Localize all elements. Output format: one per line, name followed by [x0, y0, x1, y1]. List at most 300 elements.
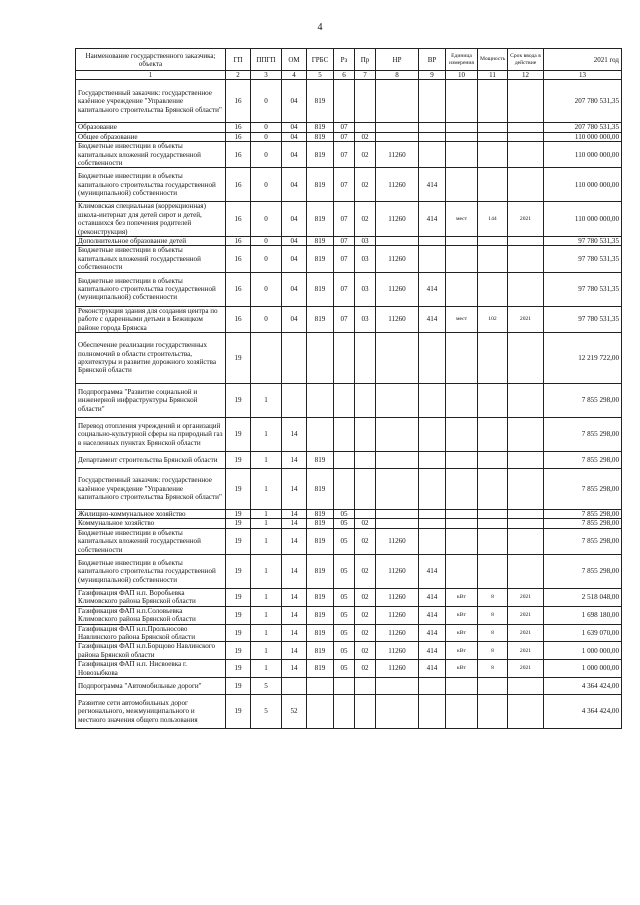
cell-term: [508, 80, 544, 123]
table-row: [76, 80, 622, 123]
cell-om: 14: [282, 554, 307, 588]
header-nr: НР: [376, 49, 419, 71]
cell-power: [478, 383, 508, 417]
cell-amount: 4 364 424,00: [544, 695, 622, 729]
cell-grbs: 819: [307, 132, 334, 141]
cell-om: [282, 332, 307, 383]
cell-amount: 7 855 298,00: [544, 554, 622, 588]
column-number: 4: [282, 71, 307, 80]
cell-term: [508, 272, 544, 306]
cell-name: Бюджетные инвестиции в объекты капитальных вложений государственной собственности: [76, 142, 226, 168]
cell-rz: [334, 695, 355, 729]
cell-unit: [446, 80, 478, 123]
cell-ppgp: 0: [251, 132, 282, 141]
cell-om: 14: [282, 468, 307, 509]
cell-rz: 05: [334, 642, 355, 660]
cell-ppgp: [251, 332, 282, 383]
cell-pr: 03: [355, 306, 376, 332]
cell-unit: кВт: [446, 624, 478, 642]
table-row: [76, 123, 622, 132]
table-row: [76, 660, 622, 678]
cell-amount: 1 000 000,00: [544, 642, 622, 660]
cell-power: [478, 695, 508, 729]
cell-term: 2021: [508, 202, 544, 237]
cell-rz: [334, 678, 355, 695]
cell-vr: [419, 417, 446, 451]
cell-om: 04: [282, 168, 307, 202]
cell-amount: 2 518 048,00: [544, 588, 622, 606]
cell-nr: [376, 695, 419, 729]
cell-gp: 16: [226, 80, 251, 123]
cell-power: [478, 246, 508, 272]
cell-term: [508, 237, 544, 246]
cell-grbs: 819: [307, 528, 334, 554]
header-unit: Единица измерения: [446, 49, 478, 71]
cell-nr: [376, 80, 419, 123]
cell-ppgp: 0: [251, 168, 282, 202]
cell-vr: [419, 123, 446, 132]
cell-vr: [419, 246, 446, 272]
cell-term: [508, 142, 544, 168]
header-ppgp: ППГП: [251, 49, 282, 71]
cell-nr: 11260: [376, 624, 419, 642]
cell-rz: 05: [334, 528, 355, 554]
cell-gp: 19: [226, 528, 251, 554]
cell-term: [508, 554, 544, 588]
cell-ppgp: 1: [251, 624, 282, 642]
cell-rz: 07: [334, 272, 355, 306]
cell-gp: 19: [226, 451, 251, 468]
table-row: [76, 417, 622, 451]
cell-gp: 16: [226, 123, 251, 132]
cell-name: Государственный заказчик: государственное казённое учреждение "Управление капитального строительства Брянской области": [76, 80, 226, 123]
cell-om: 14: [282, 451, 307, 468]
cell-om: 14: [282, 588, 307, 606]
cell-om: 14: [282, 509, 307, 518]
cell-pr: 03: [355, 246, 376, 272]
cell-rz: 05: [334, 519, 355, 528]
cell-gp: 16: [226, 132, 251, 141]
cell-pr: 02: [355, 588, 376, 606]
table-row: [76, 642, 622, 660]
cell-unit: [446, 272, 478, 306]
header-rz: Рз: [334, 49, 355, 71]
header-name: Наименование государственного заказчика; объекта: [76, 49, 226, 71]
cell-vr: 414: [419, 660, 446, 678]
table-row: [76, 306, 622, 332]
cell-unit: [446, 246, 478, 272]
cell-term: 2021: [508, 588, 544, 606]
page-number: 4: [317, 22, 323, 33]
cell-nr: [376, 237, 419, 246]
column-number: 13: [544, 71, 622, 80]
cell-nr: 11260: [376, 142, 419, 168]
cell-amount: 1 000 000,00: [544, 660, 622, 678]
cell-term: [508, 519, 544, 528]
cell-vr: [419, 142, 446, 168]
cell-unit: кВт: [446, 588, 478, 606]
cell-grbs: [307, 417, 334, 451]
cell-name: Дополнительное образование детей: [76, 237, 226, 246]
cell-ppgp: 1: [251, 451, 282, 468]
header-gp: ГП: [226, 49, 251, 71]
cell-pr: 02: [355, 142, 376, 168]
cell-ppgp: 1: [251, 606, 282, 624]
cell-vr: [419, 237, 446, 246]
cell-nr: [376, 332, 419, 383]
cell-rz: 07: [334, 306, 355, 332]
cell-nr: 11260: [376, 554, 419, 588]
cell-power: [478, 332, 508, 383]
table-row: [76, 588, 622, 606]
cell-nr: [376, 519, 419, 528]
cell-name: Бюджетные инвестиции в объекты капитального строительства государственной (муниципальной) собственности: [76, 272, 226, 306]
cell-name: Подпрограмма "Развитие социальной и инженерной инфраструктуры Брянской области": [76, 383, 226, 417]
cell-power: 144: [478, 202, 508, 237]
cell-vr: 414: [419, 554, 446, 588]
cell-gp: 19: [226, 624, 251, 642]
cell-gp: 19: [226, 509, 251, 518]
cell-term: [508, 168, 544, 202]
cell-power: [478, 417, 508, 451]
cell-amount: 7 855 298,00: [544, 451, 622, 468]
cell-unit: мест: [446, 202, 478, 237]
cell-rz: 07: [334, 132, 355, 141]
cell-ppgp: 0: [251, 272, 282, 306]
cell-name: Газификация ФАП н.п.Прольносово Навлинского района Брянской области: [76, 624, 226, 642]
cell-vr: [419, 451, 446, 468]
cell-term: 2021: [508, 624, 544, 642]
cell-unit: [446, 237, 478, 246]
cell-pr: [355, 80, 376, 123]
cell-name: Бюджетные инвестиции в объекты капитального строительства государственной (муниципальной) собственности: [76, 554, 226, 588]
cell-ppgp: 0: [251, 80, 282, 123]
cell-gp: 19: [226, 660, 251, 678]
cell-power: [478, 519, 508, 528]
header-year: 2021 год: [544, 49, 622, 71]
cell-pr: [355, 451, 376, 468]
cell-grbs: [307, 383, 334, 417]
cell-grbs: 819: [307, 509, 334, 518]
table-row: [76, 509, 622, 518]
cell-om: 14: [282, 624, 307, 642]
cell-name: Газификация ФАП н.п.Соловьевка Климовского района Брянской области: [76, 606, 226, 624]
cell-amount: 110 000 000,00: [544, 142, 622, 168]
cell-om: 14: [282, 660, 307, 678]
column-number: 5: [307, 71, 334, 80]
cell-ppgp: 1: [251, 588, 282, 606]
cell-name: Государственный заказчик: государственное казённое учреждение "Управление капитального строительства Брянской области": [76, 468, 226, 509]
cell-gp: 16: [226, 272, 251, 306]
cell-term: [508, 123, 544, 132]
cell-gp: 16: [226, 306, 251, 332]
cell-pr: 02: [355, 554, 376, 588]
cell-gp: 19: [226, 695, 251, 729]
cell-grbs: [307, 678, 334, 695]
column-number: 1: [76, 71, 226, 80]
cell-om: 04: [282, 80, 307, 123]
cell-om: 04: [282, 142, 307, 168]
cell-amount: 4 364 424,00: [544, 678, 622, 695]
cell-unit: [446, 554, 478, 588]
cell-pr: 02: [355, 519, 376, 528]
cell-pr: [355, 332, 376, 383]
cell-ppgp: 0: [251, 142, 282, 168]
cell-rz: 05: [334, 509, 355, 518]
table-row: [76, 202, 622, 237]
cell-gp: 19: [226, 588, 251, 606]
cell-power: [478, 528, 508, 554]
cell-ppgp: 5: [251, 695, 282, 729]
cell-vr: 414: [419, 606, 446, 624]
cell-vr: [419, 383, 446, 417]
cell-unit: [446, 123, 478, 132]
cell-grbs: 819: [307, 306, 334, 332]
cell-rz: 07: [334, 123, 355, 132]
cell-grbs: 819: [307, 272, 334, 306]
cell-vr: [419, 509, 446, 518]
column-number: 10: [446, 71, 478, 80]
cell-power: [478, 123, 508, 132]
cell-name: Газификация ФАП н.п. Воробьевка Климовского района Брянской области: [76, 588, 226, 606]
cell-ppgp: 0: [251, 306, 282, 332]
cell-gp: 16: [226, 202, 251, 237]
cell-ppgp: 5: [251, 678, 282, 695]
cell-rz: 05: [334, 588, 355, 606]
cell-amount: 97 780 531,35: [544, 306, 622, 332]
cell-om: 52: [282, 695, 307, 729]
cell-gp: 19: [226, 383, 251, 417]
cell-rz: [334, 80, 355, 123]
cell-om: 04: [282, 237, 307, 246]
table-row: [76, 383, 622, 417]
header-term: Срок ввода в действие: [508, 49, 544, 71]
cell-name: Реконструкция здания для создания центра по работе с одаренными детьми в Бежицком районе города Брянска: [76, 306, 226, 332]
column-number: 9: [419, 71, 446, 80]
cell-pr: [355, 383, 376, 417]
cell-name: Газификация ФАП н.п. Нисвоевка г. Новозыбкова: [76, 660, 226, 678]
cell-amount: 97 780 531,35: [544, 237, 622, 246]
cell-grbs: 819: [307, 80, 334, 123]
cell-nr: 11260: [376, 642, 419, 660]
cell-rz: [334, 451, 355, 468]
cell-vr: 414: [419, 272, 446, 306]
cell-nr: 11260: [376, 588, 419, 606]
cell-rz: 05: [334, 606, 355, 624]
table-body: [76, 80, 622, 729]
cell-rz: 07: [334, 246, 355, 272]
cell-nr: [376, 132, 419, 141]
cell-unit: [446, 695, 478, 729]
cell-rz: [334, 417, 355, 451]
table-row: [76, 168, 622, 202]
cell-term: [508, 468, 544, 509]
cell-rz: 05: [334, 660, 355, 678]
cell-grbs: 819: [307, 519, 334, 528]
cell-gp: 19: [226, 642, 251, 660]
cell-name: Газификация ФАП н.п.Борщово Навлинского района Брянской области: [76, 642, 226, 660]
cell-nr: 11260: [376, 272, 419, 306]
header-power: Мощность: [478, 49, 508, 71]
cell-om: 14: [282, 528, 307, 554]
cell-name: Подпрограмма "Автомобильные дороги": [76, 678, 226, 695]
cell-amount: 1 698 180,00: [544, 606, 622, 624]
cell-nr: [376, 678, 419, 695]
cell-name: Коммунальное хозяйство: [76, 519, 226, 528]
table-row: [76, 554, 622, 588]
cell-gp: 19: [226, 606, 251, 624]
cell-amount: 207 780 531,35: [544, 123, 622, 132]
cell-amount: 207 780 531,35: [544, 80, 622, 123]
cell-grbs: 819: [307, 588, 334, 606]
cell-vr: 414: [419, 588, 446, 606]
cell-term: [508, 509, 544, 518]
cell-power: 8: [478, 642, 508, 660]
cell-rz: 07: [334, 168, 355, 202]
table-header-row: [76, 49, 622, 71]
column-number: 3: [251, 71, 282, 80]
table-row: [76, 606, 622, 624]
cell-vr: [419, 132, 446, 141]
cell-gp: 19: [226, 468, 251, 509]
cell-power: [478, 168, 508, 202]
cell-grbs: [307, 695, 334, 729]
cell-grbs: 819: [307, 237, 334, 246]
cell-term: [508, 332, 544, 383]
cell-nr: [376, 509, 419, 518]
header-pr: Пр: [355, 49, 376, 71]
cell-grbs: 819: [307, 168, 334, 202]
cell-unit: [446, 132, 478, 141]
cell-rz: [334, 383, 355, 417]
cell-vr: [419, 468, 446, 509]
cell-grbs: 819: [307, 554, 334, 588]
cell-power: [478, 678, 508, 695]
column-number: 8: [376, 71, 419, 80]
cell-rz: 07: [334, 237, 355, 246]
cell-pr: [355, 417, 376, 451]
cell-om: 04: [282, 306, 307, 332]
cell-power: 8: [478, 588, 508, 606]
table-row: [76, 678, 622, 695]
cell-amount: 110 000 000,00: [544, 168, 622, 202]
cell-gp: 16: [226, 237, 251, 246]
budget-table: [75, 48, 622, 729]
cell-nr: [376, 123, 419, 132]
cell-gp: 19: [226, 519, 251, 528]
cell-power: 8: [478, 624, 508, 642]
cell-term: [508, 451, 544, 468]
cell-pr: 02: [355, 132, 376, 141]
cell-term: 2021: [508, 306, 544, 332]
cell-gp: 16: [226, 142, 251, 168]
cell-grbs: 819: [307, 246, 334, 272]
cell-grbs: [307, 332, 334, 383]
cell-om: 14: [282, 417, 307, 451]
cell-nr: 11260: [376, 246, 419, 272]
cell-ppgp: 0: [251, 202, 282, 237]
cell-ppgp: 1: [251, 519, 282, 528]
cell-unit: [446, 468, 478, 509]
cell-pr: 03: [355, 237, 376, 246]
cell-ppgp: 0: [251, 246, 282, 272]
cell-name: Образование: [76, 123, 226, 132]
cell-name: Общее образование: [76, 132, 226, 141]
cell-term: [508, 417, 544, 451]
cell-grbs: 819: [307, 468, 334, 509]
cell-name: Департамент строительства Брянской области: [76, 451, 226, 468]
cell-power: 102: [478, 306, 508, 332]
column-number: 2: [226, 71, 251, 80]
cell-term: [508, 528, 544, 554]
cell-amount: 7 855 298,00: [544, 468, 622, 509]
cell-gp: 19: [226, 554, 251, 588]
cell-vr: 414: [419, 168, 446, 202]
cell-nr: [376, 451, 419, 468]
cell-om: [282, 678, 307, 695]
cell-pr: 02: [355, 202, 376, 237]
cell-nr: 11260: [376, 168, 419, 202]
cell-vr: [419, 695, 446, 729]
cell-amount: 7 855 298,00: [544, 519, 622, 528]
cell-ppgp: 1: [251, 509, 282, 518]
cell-unit: кВт: [446, 642, 478, 660]
cell-pr: 02: [355, 660, 376, 678]
cell-grbs: 819: [307, 202, 334, 237]
cell-nr: 11260: [376, 528, 419, 554]
cell-pr: [355, 509, 376, 518]
cell-amount: 110 000 000,00: [544, 202, 622, 237]
cell-pr: 02: [355, 606, 376, 624]
cell-power: 8: [478, 660, 508, 678]
cell-amount: 1 639 070,00: [544, 624, 622, 642]
cell-rz: 05: [334, 554, 355, 588]
cell-rz: 05: [334, 624, 355, 642]
cell-om: 04: [282, 132, 307, 141]
cell-name: Бюджетные инвестиции в объекты капитальных вложений государственной собственности: [76, 246, 226, 272]
cell-term: [508, 695, 544, 729]
cell-ppgp: 1: [251, 468, 282, 509]
cell-amount: 7 855 298,00: [544, 383, 622, 417]
cell-vr: [419, 332, 446, 383]
cell-name: Развитие сети автомобильных дорог регионального, межмуниципального и местного значения общего пользования: [76, 695, 226, 729]
cell-grbs: 819: [307, 624, 334, 642]
cell-name: Климовская специальная (коррекционная) школа-интернат для детей сирот и детей, оставшихся без попечения родителей (реконструкция): [76, 202, 226, 237]
cell-amount: 97 780 531,35: [544, 246, 622, 272]
cell-amount: 12 219 722,00: [544, 332, 622, 383]
cell-ppgp: 1: [251, 642, 282, 660]
cell-power: [478, 509, 508, 518]
cell-vr: 414: [419, 202, 446, 237]
cell-unit: [446, 678, 478, 695]
cell-power: [478, 554, 508, 588]
header-om: ОМ: [282, 49, 307, 71]
cell-grbs: 819: [307, 451, 334, 468]
cell-power: [478, 468, 508, 509]
cell-gp: 19: [226, 332, 251, 383]
cell-rz: 07: [334, 142, 355, 168]
cell-term: [508, 678, 544, 695]
cell-pr: [355, 695, 376, 729]
cell-pr: 02: [355, 168, 376, 202]
cell-name: Жилищно-коммунальное хозяйство: [76, 509, 226, 518]
table-row: [76, 132, 622, 141]
cell-unit: [446, 383, 478, 417]
cell-unit: кВт: [446, 606, 478, 624]
cell-om: 14: [282, 642, 307, 660]
cell-vr: 414: [419, 624, 446, 642]
cell-unit: [446, 519, 478, 528]
